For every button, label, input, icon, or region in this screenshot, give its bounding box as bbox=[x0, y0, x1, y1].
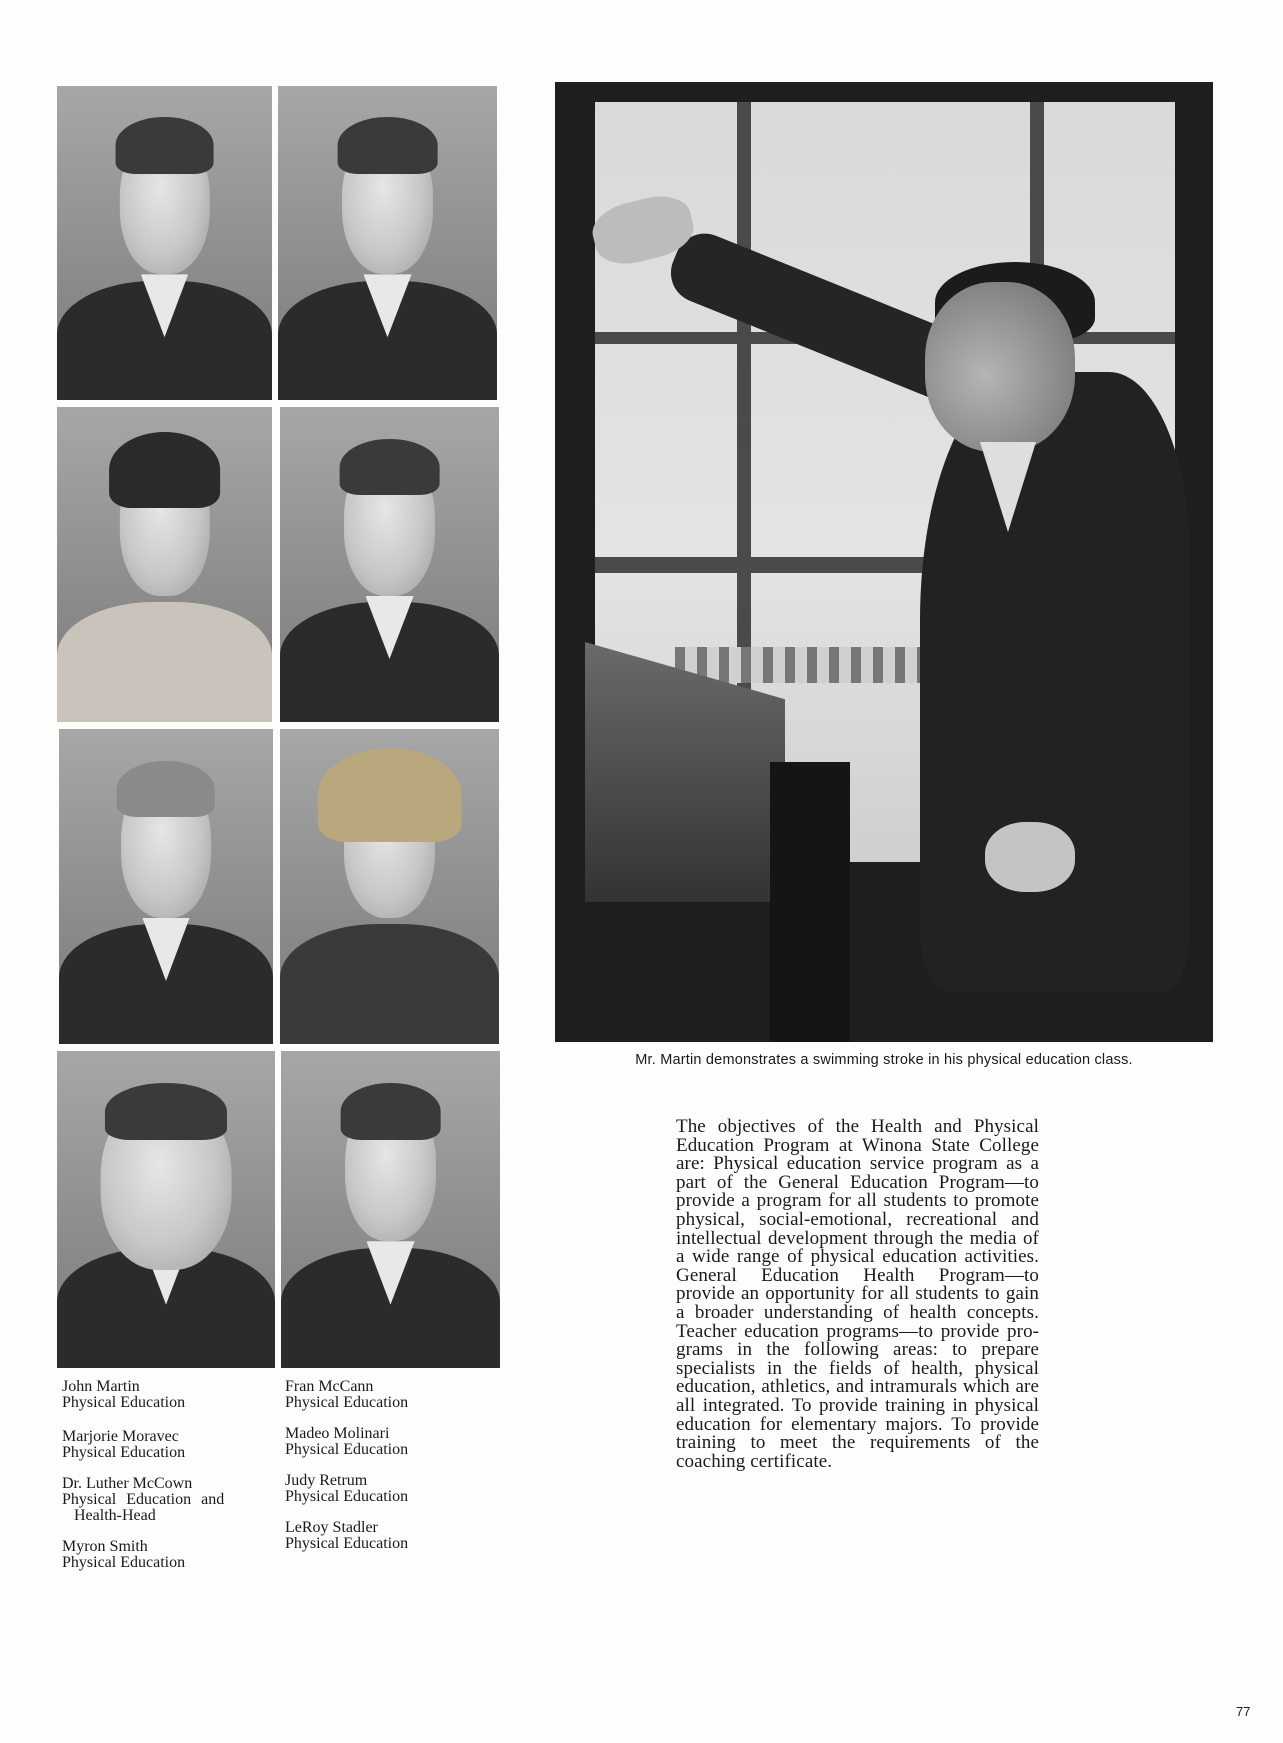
portrait-photo bbox=[57, 1051, 275, 1368]
photo-caption: Mr. Martin demonstrates a swimming stroke in his physical education class. bbox=[635, 1052, 1133, 1068]
staff-entry bbox=[285, 1520, 495, 1552]
portrait-photo bbox=[57, 407, 272, 722]
staff-entry bbox=[62, 1429, 272, 1461]
staff-list-right bbox=[285, 1379, 495, 1567]
staff-name: Marjorie Moravec bbox=[62, 1428, 179, 1445]
staff-entry bbox=[285, 1426, 495, 1458]
staff-title: Physical Education and bbox=[62, 1491, 225, 1508]
staff-title: Health-Head bbox=[74, 1507, 156, 1524]
staff-entry bbox=[285, 1473, 495, 1505]
staff-title: Physical Education bbox=[285, 1394, 409, 1411]
staff-title: Physical Education bbox=[285, 1535, 409, 1552]
main-photo bbox=[555, 82, 1213, 1042]
body-paragraph: The objectives of the Health and Physical Education Program at Winona State College are: Physical education service program as a part of the General Education Program—to provide a program for all students to promote physical, social-emotional, recreational and intellectual development through the media of a wide range of physical education activities. General Education Health Program—to provide an opportunity for all students to gain a broader understanding of health concepts. Teacher education programs—to provide programs in the following areas: to prepare specialists in the fields of health, physical education, athletics, and intramurals which are all integrated. To provide training in physical education for elementary majors. To provide training to meet the requirements of the coaching certificate. bbox=[676, 1116, 1039, 1472]
staff-entry bbox=[62, 1539, 272, 1571]
portrait-photo bbox=[59, 729, 273, 1044]
staff-name: Fran McCann bbox=[285, 1378, 374, 1395]
portrait-photo bbox=[278, 86, 497, 400]
staff-title: Physical Education bbox=[62, 1444, 186, 1461]
staff-entry bbox=[285, 1379, 495, 1411]
staff-name: Judy Retrum bbox=[285, 1472, 368, 1489]
staff-entry bbox=[62, 1476, 272, 1524]
staff-title: Physical Education bbox=[285, 1488, 409, 1505]
portrait-photo bbox=[280, 407, 499, 722]
staff-name: Myron Smith bbox=[62, 1538, 148, 1555]
staff-name: Dr. Luther McCown bbox=[62, 1475, 193, 1492]
page-number: 77 bbox=[1236, 1704, 1251, 1719]
portrait-photo bbox=[280, 729, 499, 1044]
staff-name: Madeo Molinari bbox=[285, 1425, 390, 1442]
staff-name: LeRoy Stadler bbox=[285, 1519, 378, 1536]
staff-title: Physical Education bbox=[62, 1394, 186, 1411]
staff-entry bbox=[62, 1379, 272, 1411]
portrait-photo bbox=[281, 1051, 500, 1368]
staff-title: Physical Education bbox=[62, 1554, 186, 1571]
staff-name: John Martin bbox=[62, 1378, 140, 1395]
staff-list-left bbox=[62, 1379, 272, 1586]
portrait-photo bbox=[57, 86, 272, 400]
staff-title: Physical Education bbox=[285, 1441, 409, 1458]
